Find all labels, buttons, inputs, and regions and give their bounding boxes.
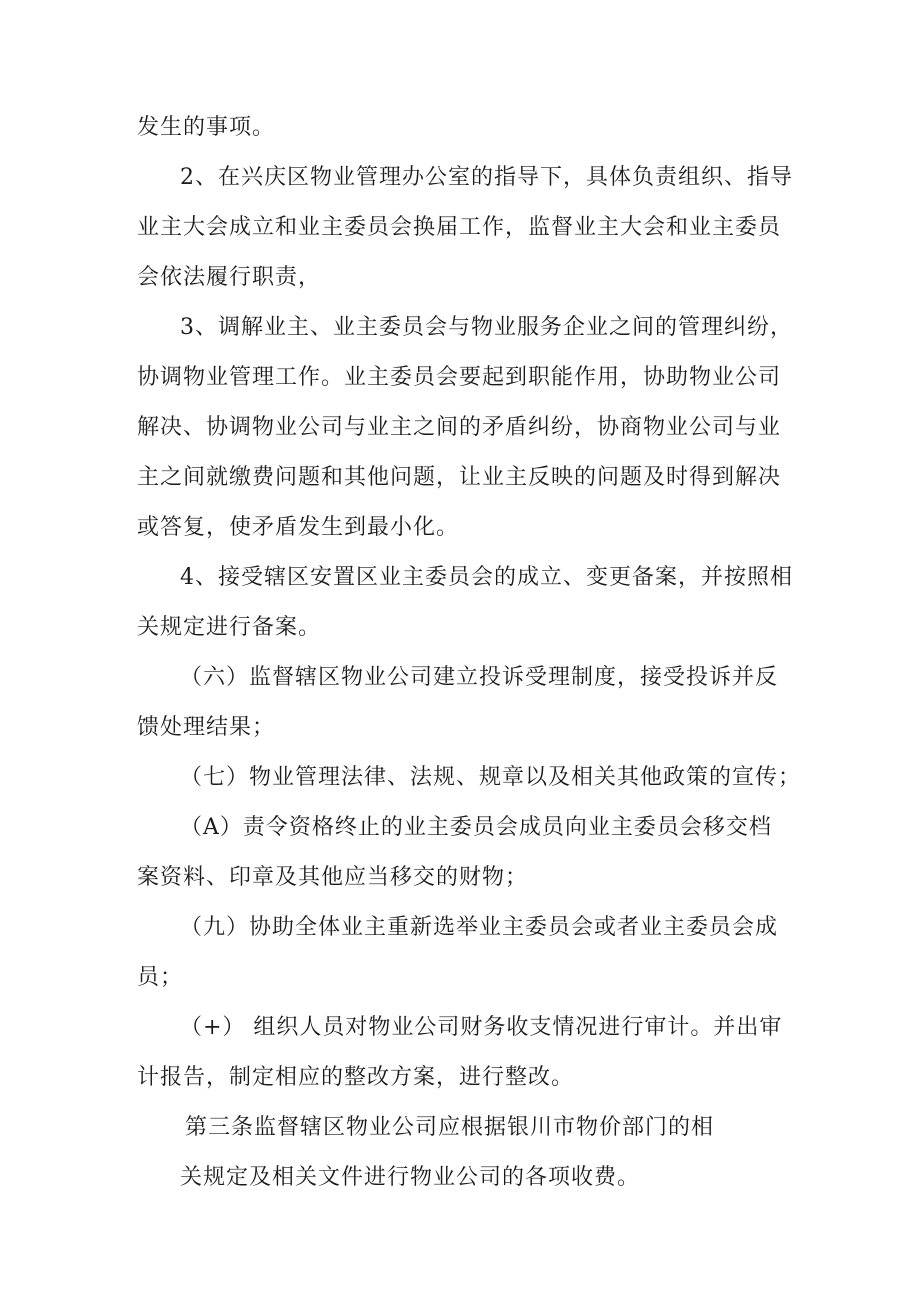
text-line: （六）监督辖区物业公司建立投诉受理制度，接受投诉并反 (180, 665, 779, 690)
text-line: 解决、协调物业公司与业主之间的矛盾纠纷，协商物业公司与业 (137, 415, 782, 440)
text-line: （+） 组织人员对物业公司财务收支情况进行审计。并出审 (180, 1015, 783, 1040)
text-line: 主之间就缴费问题和其他问题，让业主反映的问题及时得到解决 (137, 465, 782, 490)
text-line: （七）物业管理法律、法规、规章以及相关其他政策的宣传； (180, 765, 802, 790)
text-line: 协调物业管理工作。业主委员会要起到职能作用，协助物业公司 (137, 365, 782, 390)
text-line: （A）责令资格终止的业主委员会成员向业主委员会移交档 (180, 815, 772, 840)
text-line: 会依法履行职责， (137, 265, 322, 290)
text-line: 关规定进行备案。 (137, 615, 322, 640)
text-line: 第三条监督辖区物业公司应根据银川市物价部门的相 (185, 1115, 715, 1140)
text-line: 3、调解业主、业主委员会与物业服务企业之间的管理纠纷， (180, 315, 793, 340)
text-line: 4、接受辖区安置区业主委员会的成立、变更备案，并按照相 (180, 565, 793, 590)
text-line: 业主大会成立和业主委员会换届工作，监督业主大会和业主委员 (137, 215, 782, 240)
text-line: 案资料、印章及其他应当移交的财物； (137, 865, 529, 890)
text-line: 馈处理结果； (137, 715, 276, 740)
text-line: 计报告，制定相应的整改方案，进行整改。 (137, 1065, 575, 1090)
text-line: 员； (137, 965, 184, 990)
text-line: 发生的事项。 (137, 115, 276, 140)
text-line: 2、在兴庆区物业管理办公室的指导下，具体负责组织、指导 (180, 165, 793, 190)
text-line: （九）协助全体业主重新选举业主委员会或者业主委员会成 (180, 915, 779, 940)
text-line: 关规定及相关文件进行物业公司的各项收费。 (180, 1165, 641, 1190)
text-line: 或答复，使矛盾发生到最小化。 (137, 515, 460, 540)
